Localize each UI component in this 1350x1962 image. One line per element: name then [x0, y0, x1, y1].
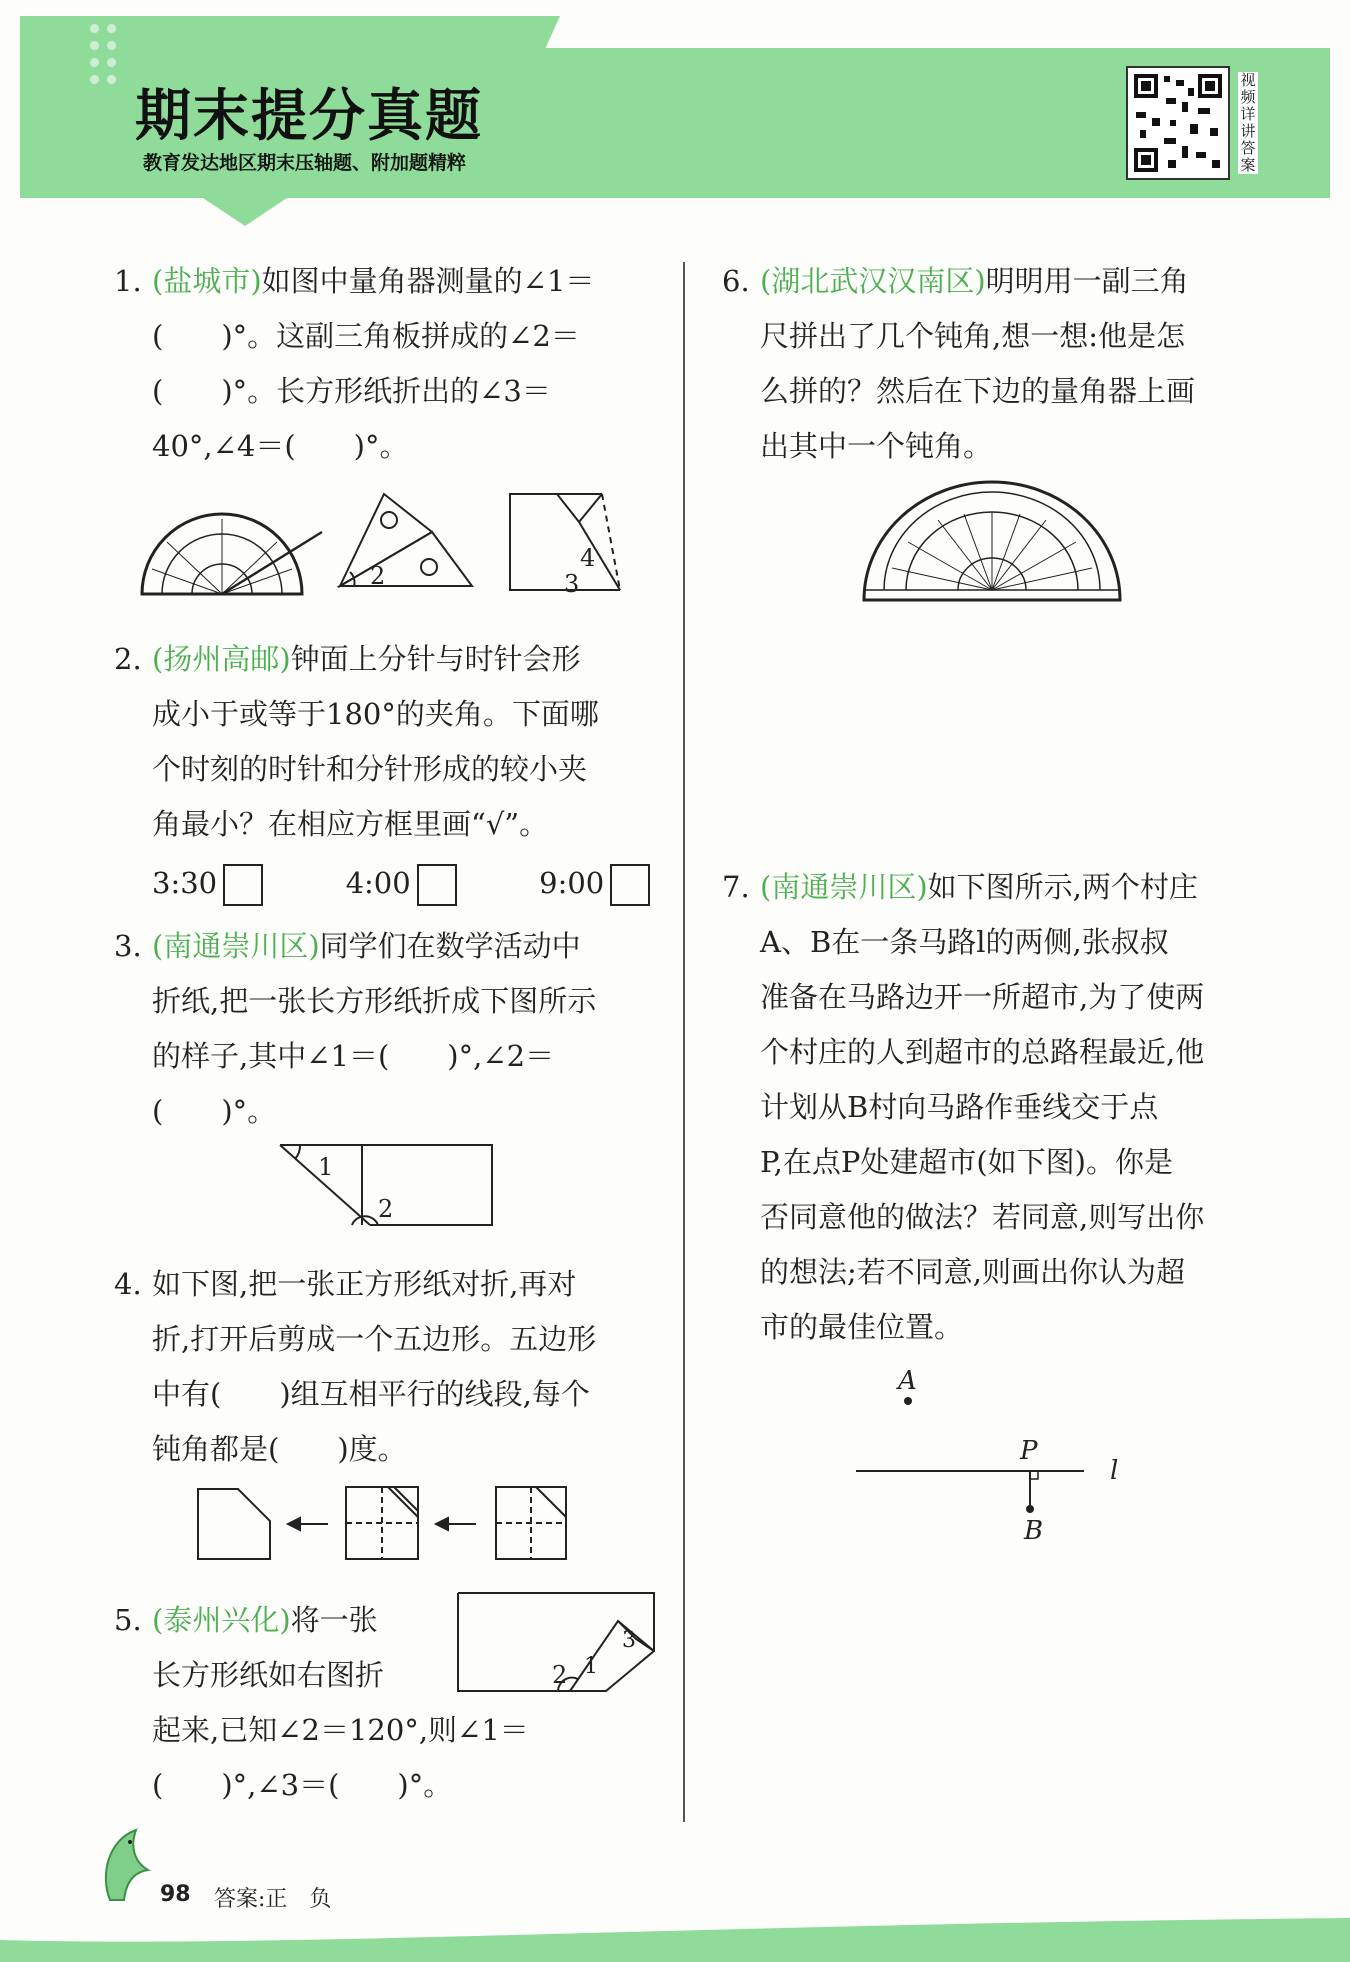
left-column [114, 254, 672, 1813]
question-source: (扬州高邮) [152, 642, 291, 676]
question-text: 个村庄的人到超市的总路程最近,他 [760, 1035, 1205, 1069]
point-label-p: P [1020, 1436, 1038, 1466]
question-number: 7. [722, 870, 750, 904]
question-5-figure [454, 1587, 674, 1697]
dot-decoration [86, 20, 120, 86]
question-text: 钝角都是( )度。 [152, 1432, 407, 1466]
question-text: 尺拼出了几个钝角,想一想:他是怎 [760, 319, 1185, 353]
question-text: P,在点P处建超市(如下图)。你是 [760, 1145, 1173, 1179]
folded-rectangle-figure [510, 494, 620, 598]
angle-label: 1 [584, 1654, 598, 1679]
question-text: 准备在马路边开一所超市,为了使两 [760, 980, 1205, 1014]
question-7-figure [760, 1359, 1280, 1559]
question-source: (南通崇川区) [760, 870, 928, 904]
question-source: (湖北武汉汉南区) [760, 264, 986, 298]
question-text: 明明用一副三角 [985, 264, 1189, 298]
question-text: 同学们在数学活动中 [319, 929, 581, 963]
time-options [152, 856, 672, 911]
time-option-label: 3:30 [152, 866, 218, 900]
question-number: 1. [114, 264, 142, 298]
angle-label: 3 [564, 570, 580, 598]
question-number: 2. [114, 642, 142, 676]
protractor-drawing-area[interactable] [760, 476, 1280, 606]
answer-checkbox[interactable] [223, 864, 263, 906]
question-text: 如图中量角器测量的∠1＝ [261, 264, 595, 298]
question-3-figure [152, 1139, 672, 1235]
question-1 [114, 254, 672, 632]
question-number: 6. [722, 264, 750, 298]
answer-checkbox[interactable] [417, 864, 457, 906]
qr-code[interactable] [1126, 66, 1230, 180]
question-number: 4. [114, 1267, 142, 1301]
question-text: 长方形纸如右图折 [152, 1658, 385, 1692]
point-label-a: A [898, 1366, 917, 1396]
question-text: 的想法;若不同意,则画出你认为超 [760, 1255, 1185, 1289]
question-text: 否同意他的做法？若同意,则写出你 [760, 1200, 1205, 1234]
question-4-figure [152, 1477, 672, 1567]
question-text: A、B在一条马路l的两侧,张叔叔 [760, 925, 1169, 959]
column-divider [683, 262, 685, 1822]
question-text: 的样子,其中∠1＝( )°,∠2＝ [152, 1039, 555, 1073]
question-source: (泰州兴化) [152, 1603, 291, 1637]
angle-label: 4 [580, 544, 596, 572]
time-option-label: 4:00 [345, 866, 411, 900]
time-option-label: 9:00 [539, 866, 605, 900]
question-text: ( )°。这副三角板拼成的∠2＝ [152, 319, 580, 353]
qr-label: 视频详讲答案 [1238, 72, 1258, 174]
banner-arrow-decoration [200, 196, 290, 226]
question-text: 将一张 [290, 1603, 378, 1637]
question-6 [722, 254, 1280, 624]
question-text: 出其中一个钝角。 [760, 429, 993, 463]
angle-label: 2 [552, 1661, 568, 1689]
angle-label: 2 [370, 562, 386, 590]
question-source: (盐城市) [152, 264, 262, 298]
road-label-l: l [1110, 1456, 1119, 1486]
question-source: (南通崇川区) [152, 929, 320, 963]
question-text: 钟面上分针与时针会形 [290, 642, 581, 676]
question-text: 成小于或等于180°的夹角。下面哪 [152, 697, 599, 731]
question-text: 么拼的？然后在下边的量角器上画 [760, 374, 1196, 408]
question-text: 市的最佳位置。 [760, 1310, 964, 1344]
right-column [722, 254, 1280, 1577]
question-number: 5. [114, 1603, 142, 1637]
question-5 [114, 1593, 672, 1813]
question-text: 起来,已知∠2＝120°,则∠1＝ [152, 1713, 529, 1747]
page-subtitle: 教育发达地区期末压轴题、附加题精粹 [143, 152, 467, 174]
page-number: 98 [160, 1882, 191, 1907]
triangle-ruler-figure [340, 494, 472, 590]
page-title: 期末提分真题 [135, 84, 483, 149]
question-text: 中有( )组互相平行的线段,每个 [152, 1377, 590, 1411]
question-text: 如下图,把一张正方形纸对折,再对 [152, 1267, 577, 1301]
question-text: 40°,∠4＝( )°。 [152, 429, 409, 463]
question-text: 角最小？在相应方框里画“√”。 [152, 807, 549, 841]
question-text: ( )°。 [152, 1094, 277, 1128]
question-2 [114, 632, 672, 911]
protractor-figure [142, 514, 322, 594]
question-text: 计划从B村向马路作垂线交于点 [760, 1090, 1159, 1124]
question-3 [114, 919, 672, 1253]
angle-label: 2 [378, 1195, 394, 1223]
question-text: ( )°。长方形纸折出的∠3＝ [152, 374, 551, 408]
question-text: 折纸,把一张长方形纸折成下图所示 [152, 984, 597, 1018]
angle-label: 1 [318, 1153, 334, 1181]
question-1-figures [132, 474, 652, 614]
question-number: 3. [114, 929, 142, 963]
question-7 [722, 860, 1280, 1577]
answer-line: 答案:正 负 [214, 1887, 332, 1912]
question-4 [114, 1257, 672, 1585]
point-label-b: B [1024, 1516, 1044, 1546]
question-text: 如下图所示,两个村庄 [927, 870, 1198, 904]
question-text: ( )°,∠3＝( )°。 [152, 1768, 453, 1802]
dolphin-mascot-icon [90, 1820, 160, 1910]
question-text: 折,打开后剪成一个五边形。五边形 [152, 1322, 597, 1356]
answer-checkbox[interactable] [610, 864, 650, 906]
angle-label: 3 [622, 1628, 636, 1653]
footer-wave-decoration [0, 1918, 1350, 1962]
question-text: 个时刻的时针和分针形成的较小夹 [152, 752, 588, 786]
